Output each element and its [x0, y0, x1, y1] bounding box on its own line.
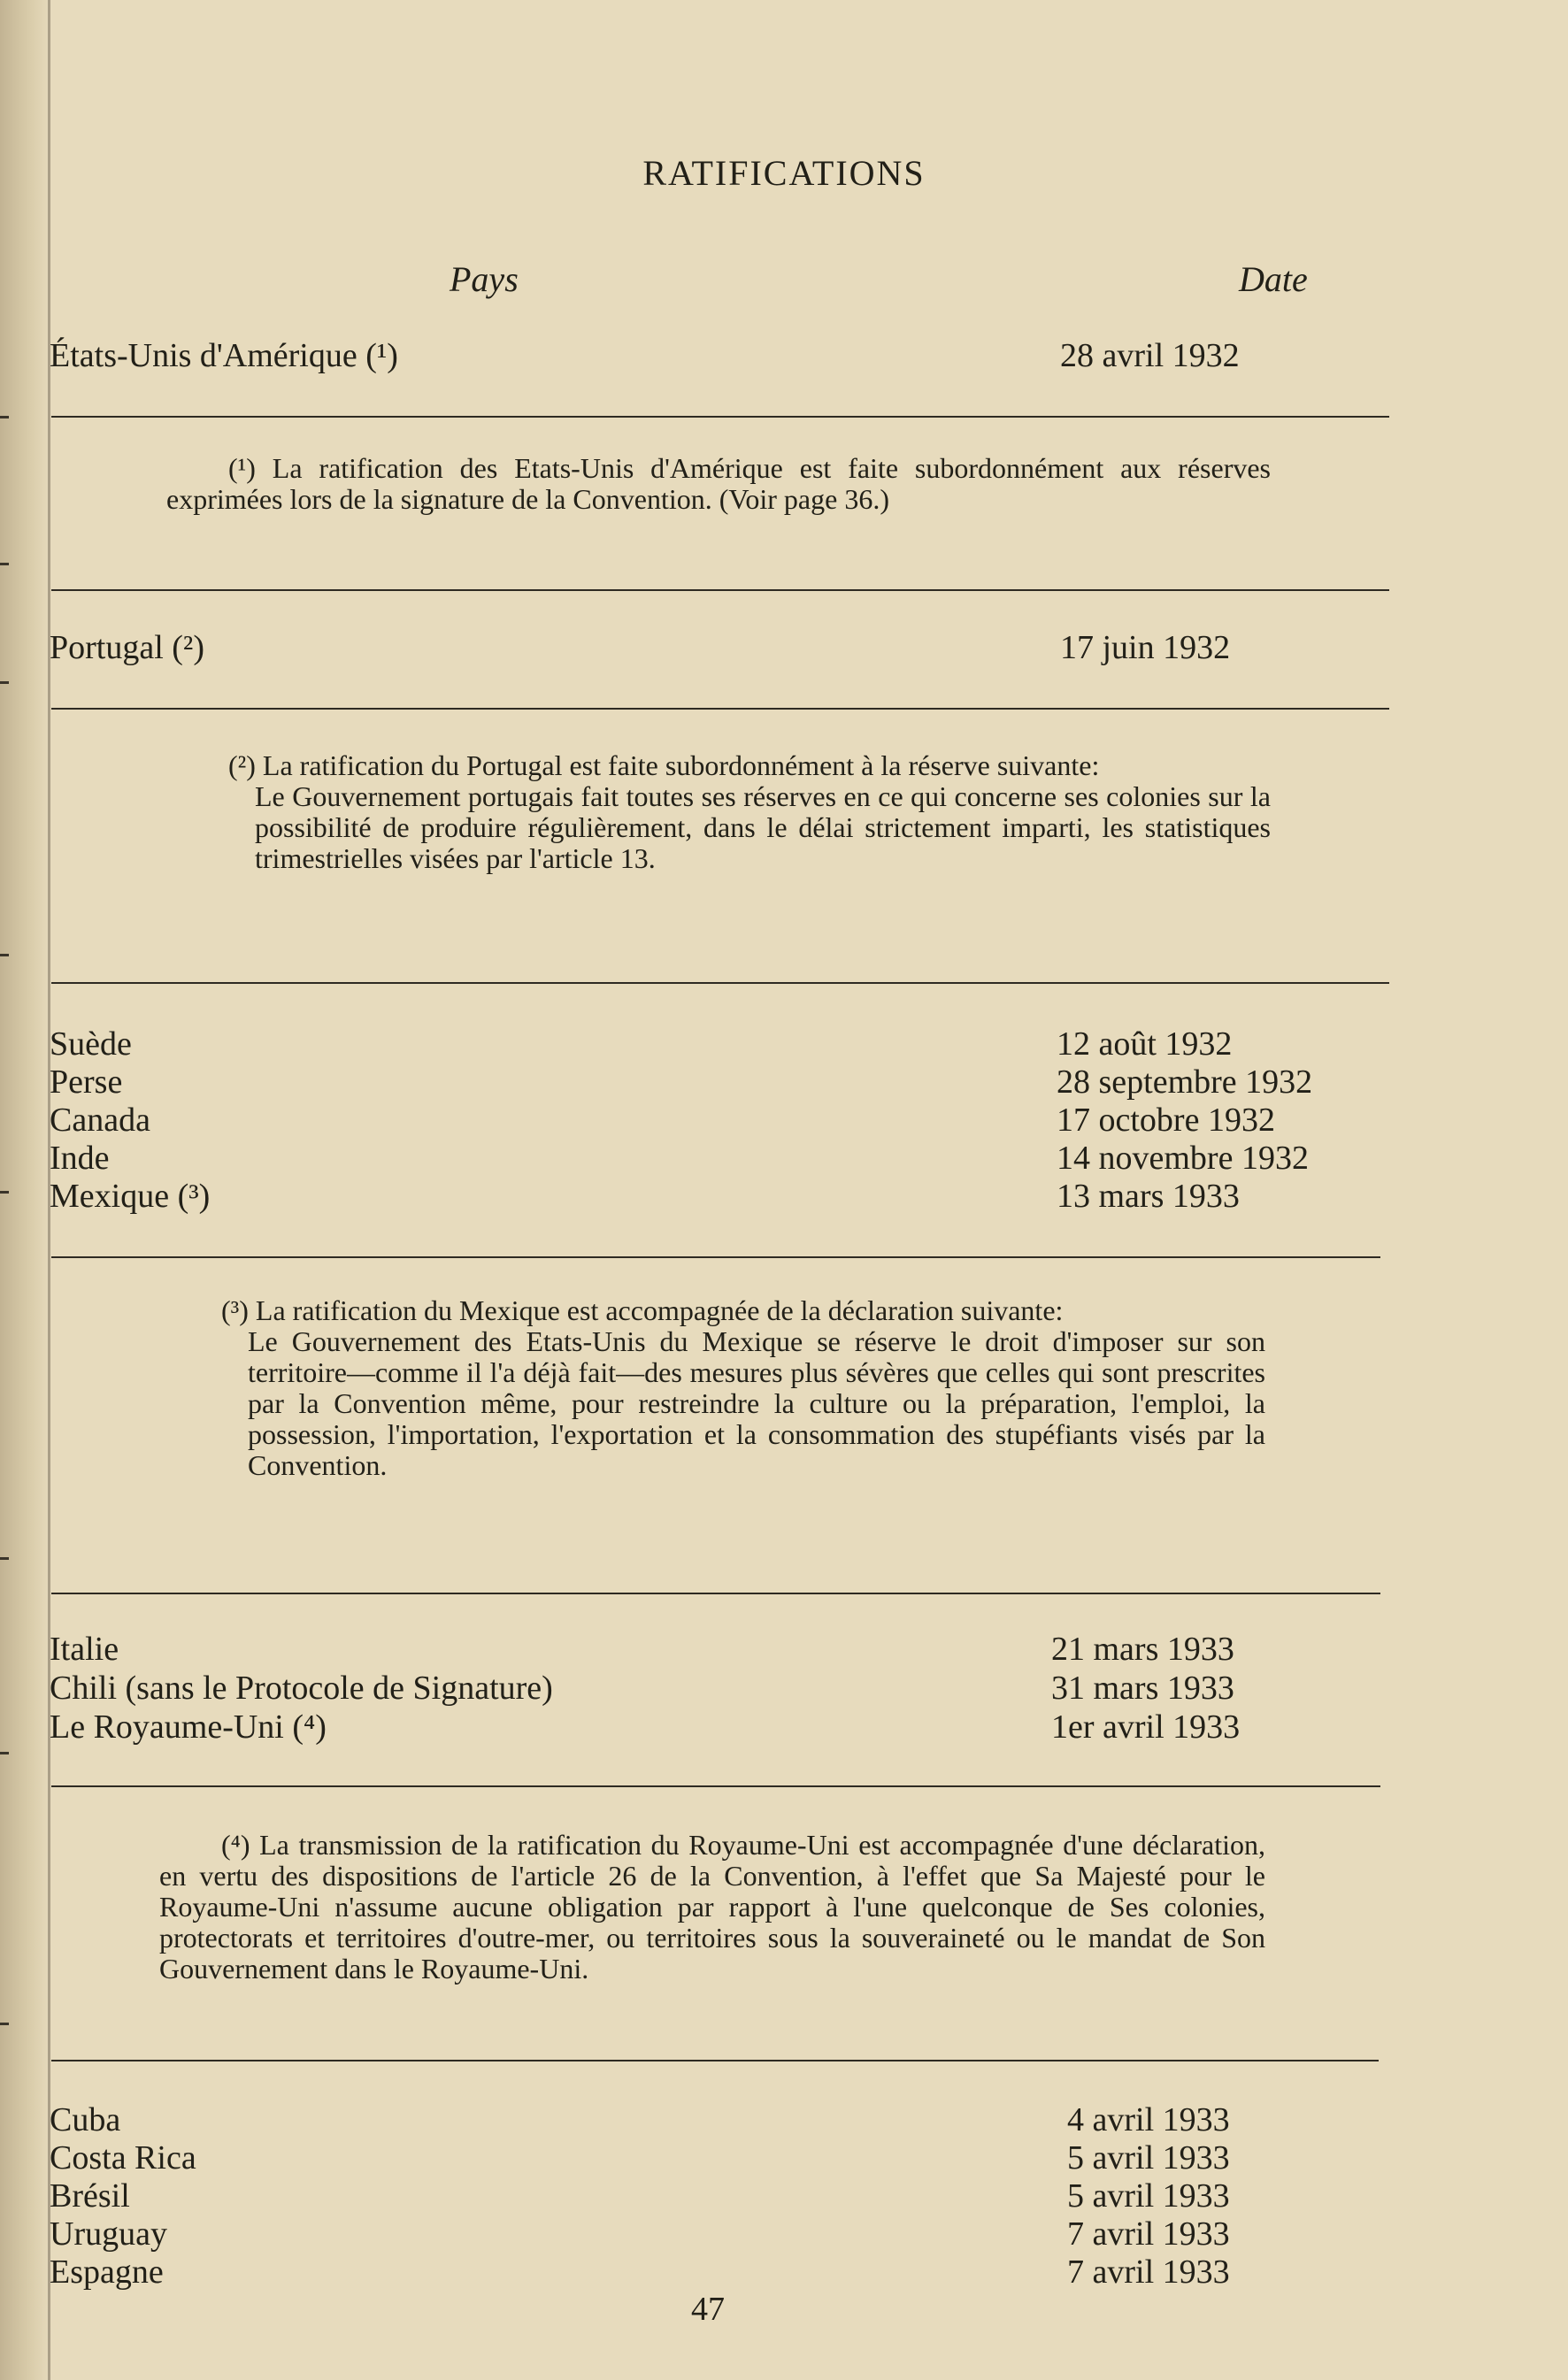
footnote-3: [159, 1295, 1265, 1481]
section-rule: [51, 1593, 1380, 1594]
ratification-date: 17 octobre 1932: [1057, 1102, 1275, 1139]
ratification-date: 7 avril 1933: [1067, 2253, 1230, 2291]
country-name: Italie: [50, 1631, 119, 1668]
country-name: Espagne: [50, 2253, 164, 2291]
country-name: Brésil: [50, 2177, 130, 2215]
section-rule: [51, 1785, 1380, 1787]
footnote-1: [166, 453, 1271, 515]
ratification-date: 4 avril 1933: [1067, 2101, 1230, 2138]
ratification-date: 21 mars 1933: [1051, 1631, 1234, 1668]
footnote-quote: Le Gouvernement des Etats-Unis du Mexique se réserve le droit d'imposer sur son territoire—comme il l'a déjà fait—des mesures plus sévères que celles qui sont prescrites par la Convention même, pour restreindre la culture ou la préparation, l'emploi, la possession, l'importation, l'exportation et la consommation des stupéfiants visés par la Convention.: [248, 1325, 1265, 1481]
ratification-date: 5 avril 1933: [1067, 2139, 1230, 2177]
section-rule: [51, 2060, 1379, 2061]
ratification-row: [0, 1139, 1380, 1178]
country-name: États-Unis d'Amérique (¹): [50, 337, 398, 374]
ratification-row: [0, 2138, 1380, 2177]
footnote-text: (³) La ratification du Mexique est accompagnée de la déclaration suivante:: [221, 1294, 1064, 1326]
country-name: Canada: [50, 1102, 150, 1139]
ratification-date: 5 avril 1933: [1067, 2177, 1230, 2215]
country-name: Portugal (²): [50, 629, 204, 666]
ratification-row: [0, 1101, 1380, 1140]
country-name: Cuba: [50, 2101, 121, 2138]
ratification-row: [0, 1063, 1380, 1102]
page-title: RATIFICATIONS: [642, 153, 926, 193]
footnote-text: (⁴) La transmission de la ratification du Royaume-Uni est accompagnée d'une déclaration, en vertu des dispositions de l'article 26 de la Convention, à l'effet que Sa Majesté pour le Royaume-Uni n'assume aucune obligation par rapport à l'une quelconque de Ses colonies, protectorats et territoires d'outre-mer, ou territoires sous la souveraineté ou le mandat de Son Gouvernement dans le Royaume-Uni.: [159, 1829, 1265, 1985]
country-name: Chili (sans le Protocole de Signature): [50, 1670, 553, 1707]
country-name: Le Royaume-Uni (⁴): [50, 1708, 327, 1746]
ratification-date: 31 mars 1933: [1051, 1670, 1234, 1707]
ratification-row: [0, 1630, 1380, 1669]
footnote-4: [159, 1830, 1265, 1985]
section-rule: [51, 708, 1389, 710]
ratification-row: [0, 2215, 1380, 2253]
section-rule: [51, 1256, 1380, 1258]
ratification-row: [0, 1708, 1380, 1747]
ratification-row: [0, 628, 1380, 667]
ratification-row: [0, 1177, 1380, 1216]
footnote-text: (²) La ratification du Portugal est faite subordonnément à la réserve suivante:: [228, 749, 1100, 781]
ratification-row: [0, 2177, 1380, 2215]
ratification-row: [0, 1025, 1380, 1063]
footnote-2: [166, 750, 1271, 874]
ratification-date: 28 septembre 1932: [1057, 1063, 1313, 1101]
ratification-row: [0, 2100, 1380, 2139]
country-name: Inde: [50, 1140, 110, 1177]
footnote-quote: Le Gouvernement portugais fait toutes ses réserves en ce qui concerne ses colonies sur la possibilité de produire régulièrement, dans le délai strictement imparti, les statistiques trimestrielles visées par l'article 13.: [255, 780, 1271, 874]
country-name: Costa Rica: [50, 2139, 196, 2177]
ratification-date: 17 juin 1932: [1060, 629, 1231, 666]
footnote-text: (¹) La ratification des Etats-Unis d'Amérique est faite subordonnément aux réserves exprimées lors de la signature de la Convention. (Voir page 36.): [166, 452, 1271, 515]
ratification-date: 14 novembre 1932: [1057, 1140, 1309, 1177]
country-name: Suède: [50, 1025, 132, 1063]
page-number: 47: [691, 2291, 725, 2328]
column-header-date: Date: [1239, 259, 1308, 299]
country-name: Perse: [50, 1063, 123, 1101]
country-name: Mexique (³): [50, 1178, 211, 1215]
ratification-date: 7 avril 1933: [1067, 2215, 1230, 2253]
ratification-date: 28 avril 1932: [1060, 337, 1240, 374]
ratification-row: [0, 2253, 1380, 2292]
ratification-date: 12 août 1932: [1057, 1025, 1233, 1063]
ratification-date: 1er avril 1933: [1051, 1708, 1241, 1746]
section-rule: [51, 982, 1389, 984]
country-name: Uruguay: [50, 2215, 167, 2253]
ratification-row: [0, 336, 1380, 375]
ratification-date: 13 mars 1933: [1057, 1178, 1240, 1215]
section-rule: [51, 589, 1389, 591]
column-header-country: Pays: [450, 259, 519, 299]
ratification-row: [0, 1669, 1380, 1708]
section-rule: [51, 416, 1389, 418]
